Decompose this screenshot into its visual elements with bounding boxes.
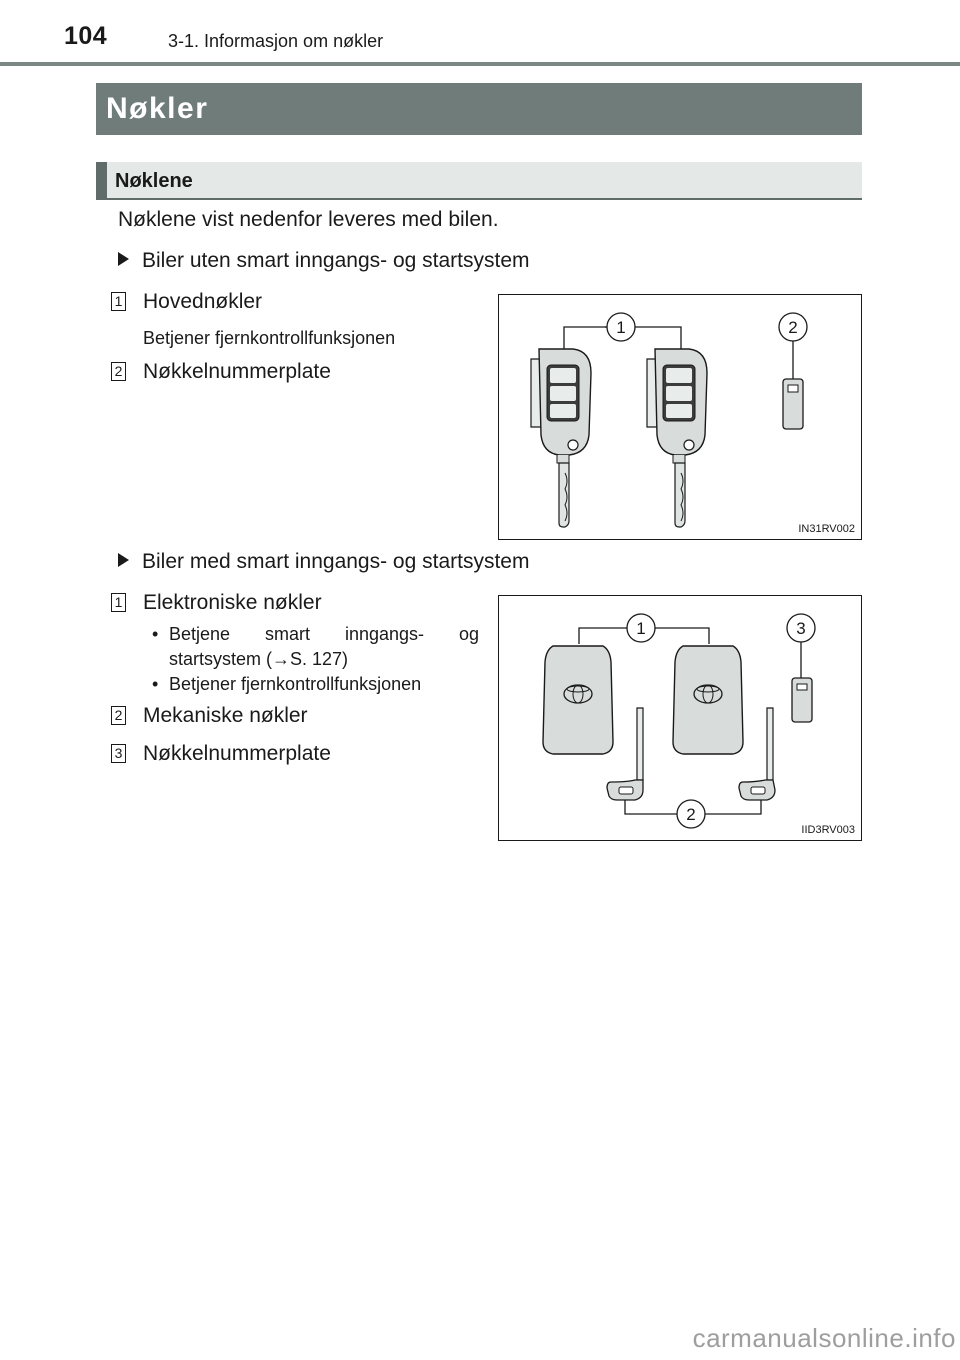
smart-key-right (673, 646, 743, 754)
figure-code: IID3RV003 (801, 824, 855, 836)
page-title: Nøkler (96, 83, 862, 135)
item-title: Nøkkelnummerplate (143, 742, 331, 765)
smart-key-left (543, 646, 613, 754)
item-title: Elektroniske nøkler (143, 591, 322, 614)
page-number: 104 (64, 22, 108, 50)
remote-key-left (531, 349, 591, 527)
figure-code: IN31RV002 (798, 523, 855, 535)
bullet-item: • Betjener fjernkontrollfunksjonen (147, 672, 479, 697)
svg-text:2: 2 (686, 805, 696, 824)
callout-circle-1 (627, 614, 655, 642)
key-number-plate (783, 379, 803, 429)
item-title: Hovednøkler (143, 290, 263, 313)
svg-text:3: 3 (796, 619, 806, 638)
chapter-title: 3-1. Informasjon om nøkler (168, 31, 384, 51)
item-description: Betjener fjernkontrollfunksjonen (143, 328, 396, 348)
remote-key-right (647, 349, 707, 527)
svg-text:1: 1 (636, 619, 646, 638)
watermark: carmanualsonline.info (692, 1323, 956, 1353)
callout-circle-3 (787, 614, 815, 642)
key-number-plate (792, 678, 812, 722)
item-number-badge: 2 (111, 362, 126, 381)
mechanical-key-right (739, 708, 775, 800)
item-number-badge: 1 (111, 593, 126, 612)
item-number-badge: 3 (111, 744, 126, 763)
item-number-badge: 2 (111, 706, 126, 725)
figure-smart-keys (498, 595, 862, 841)
callout-circle-1 (607, 313, 635, 341)
smart-keys-illustration (499, 596, 863, 842)
remote-keys-illustration (499, 295, 863, 541)
section1-heading: Biler uten smart inngangs- og startsystem (118, 249, 530, 273)
callout-circle-2 (779, 313, 807, 341)
item-number-badge: 1 (111, 292, 126, 311)
intro-text: Nøklene vist nedenfor leveres med bilen. (118, 208, 499, 231)
header-rule (0, 62, 960, 66)
triangle-bullet-icon (118, 252, 129, 266)
bullet-item: • Betjene smart inngangs- og startsystem (→S. 127) (147, 622, 479, 672)
figure-remote-keys (498, 294, 862, 540)
triangle-bullet-icon (118, 553, 129, 567)
item-title: Mekaniske nøkler (143, 704, 308, 727)
svg-text:1: 1 (616, 318, 626, 337)
svg-text:2: 2 (788, 318, 798, 337)
item-title: Nøkkelnummerplate (143, 360, 331, 383)
callout-circle-2 (677, 800, 705, 828)
section-subtitle: Nøklene (96, 162, 862, 200)
item-bullet-list (147, 622, 479, 697)
section2-heading: Biler med smart inngangs- og startsystem (118, 550, 529, 574)
